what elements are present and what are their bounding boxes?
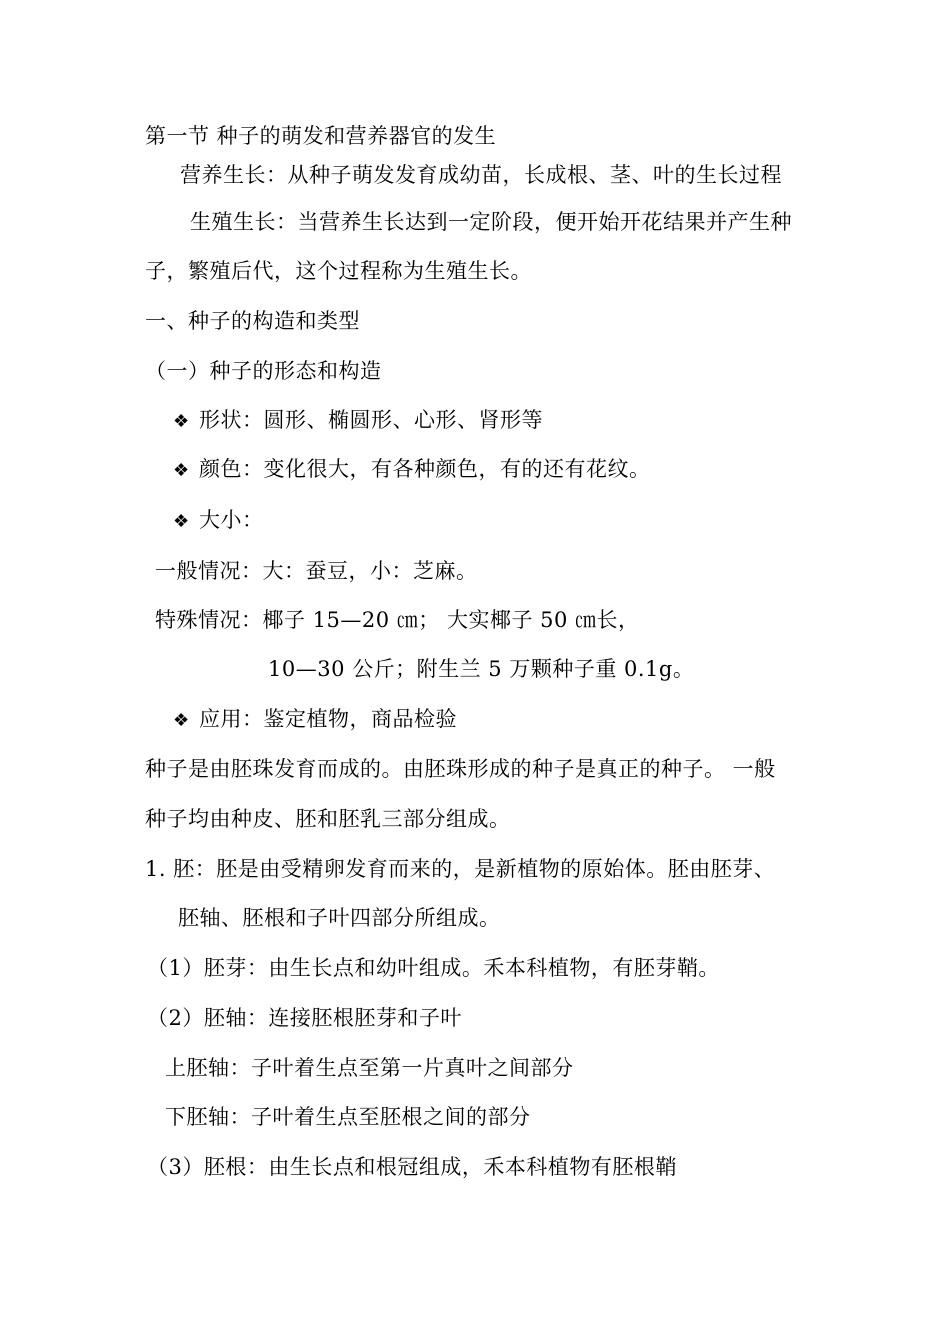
bullet-text-size: 大小： <box>199 508 264 532</box>
size-general-case: 一般情况：大：蚕豆，小：芝麻。 <box>155 559 478 583</box>
heading-seed-structure-and-types: 一、种子的构造和类型 <box>145 309 360 333</box>
bullet-item-application <box>173 705 457 735</box>
seed-origin-line-2: 种子均由种皮、胚和胚乳三部分组成。 <box>145 807 511 831</box>
diamond-bullet-icon: ❖ <box>173 710 190 731</box>
vegetative-growth-definition: 营养生长：从种子萌发发育成幼苗，长成根、茎、叶的生长过程 <box>180 163 782 187</box>
embryo-definition-line-1: 1. 胚：胚是由受精卵发育而来的，是新植物的原始体。胚由胚芽、 <box>145 857 776 881</box>
bullet-text-color: 颜色：变化很大，有各种颜色，有的还有花纹。 <box>199 457 651 481</box>
bullet-text-application: 应用：鉴定植物，商品检验 <box>199 707 457 731</box>
diamond-bullet-icon: ❖ <box>173 460 190 481</box>
reproductive-growth-definition-line-1: 生殖生长：当营养生长达到一定阶段，便开始开花结果并产生种 <box>190 210 792 234</box>
size-special-case-line-2: 10—30 公斤；附生兰 5 万颗种子重 0.1g。 <box>268 657 695 681</box>
epicotyl-definition: 上胚轴：子叶着生点至第一片真叶之间部分 <box>165 1056 574 1080</box>
diamond-bullet-icon: ❖ <box>173 511 190 532</box>
bullet-item-size <box>173 506 264 536</box>
radicle-definition: （3）胚根：由生长点和根冠组成，禾本科植物有胚根鞘 <box>147 1155 677 1179</box>
subheading-seed-morphology: （一）种子的形态和构造 <box>145 359 382 383</box>
reproductive-growth-definition-line-2: 子，繁殖后代，这个过程称为生殖生长。 <box>145 259 532 283</box>
bullet-text-shape: 形状：圆形、椭圆形、心形、肾形等 <box>199 408 543 432</box>
bullet-item-shape <box>173 406 543 436</box>
plumule-definition: （1）胚芽：由生长点和幼叶组成。禾本科植物，有胚芽鞘。 <box>147 956 720 980</box>
hypocotyl-axis-definition: （2）胚轴：连接胚根胚芽和子叶 <box>147 1006 462 1030</box>
diamond-bullet-icon: ❖ <box>173 411 190 432</box>
bullet-item-color <box>173 455 651 485</box>
size-special-case-line-1: 特殊情况：椰子 15—20 ㎝； 大实椰子 50 ㎝长， <box>155 608 640 632</box>
hypocotyl-definition: 下胚轴：子叶着生点至胚根之间的部分 <box>165 1105 531 1129</box>
embryo-definition-line-2: 胚轴、胚根和子叶四部分所组成。 <box>178 906 501 930</box>
section-title: 第一节 种子的萌发和营养器官的发生 <box>145 124 497 148</box>
seed-origin-line-1: 种子是由胚珠发育而成的。由胚珠形成的种子是真正的种子。 一般 <box>145 757 776 781</box>
